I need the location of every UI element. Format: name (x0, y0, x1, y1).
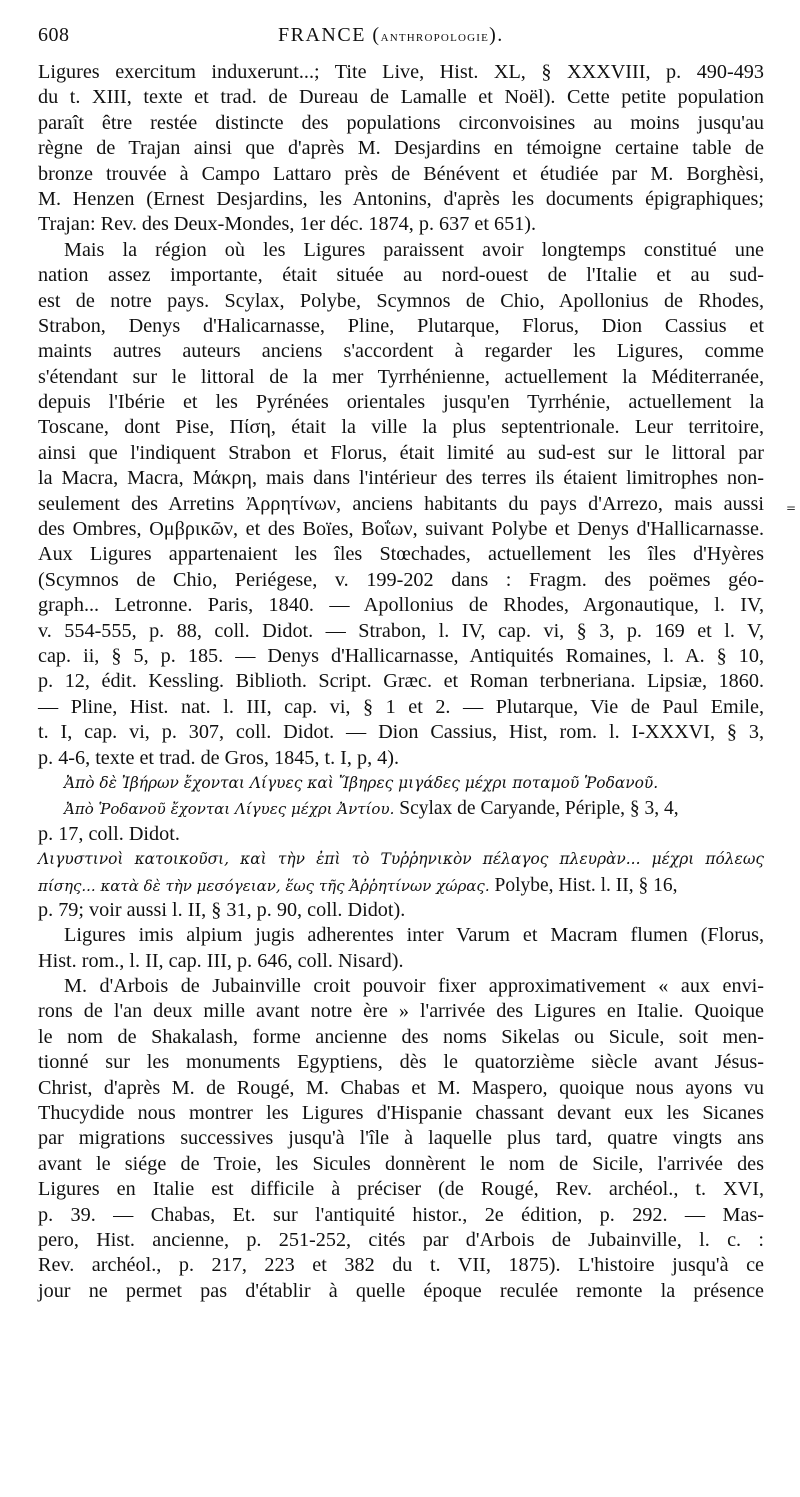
body-text (38, 60, 764, 1304)
text-line: M. d'Arbois de Jubainville croit pouvoir fixer approximativement « aux envi- (64, 975, 764, 998)
text-line: rons de l'an deux mille avant notre ère » l'arrivée des Ligures en Italie. Quoique (38, 1000, 764, 1023)
running-title (278, 24, 504, 47)
greek-quote-line: Ἀπὸ δὲ Ἰβήρων ἔχονται Λίγυες καὶ Ἴβηρες μιγάδες μέχρι ποταμοῦ Ῥοδανοῦ. (64, 773, 659, 792)
text-line: p. 17, coll. Didot. (38, 822, 180, 845)
text-line: règne de Trajan ainsi que d'après M. Desjardins en témoigne certaine table de (38, 137, 764, 160)
text-line: Aux Ligures appartenaient les îles Stœchades, actuellement les îles d'Hyères (38, 543, 764, 566)
text-line: le nom de Shakalash, forme ancienne des noms Sikelas ou Sicule, soit men- (38, 1025, 764, 1048)
text-line: Rev. archéol., p. 217, 223 et 382 du t. VII, 1875). L'histoire jusqu'à ce (38, 1254, 764, 1277)
text-line: Strabon, Denys d'Halicarnasse, Pline, Plutarque, Florus, Dion Cassius et (38, 314, 764, 337)
text-line: Mais la région où les Ligures paraissent avoir longtemps constitué une (64, 238, 764, 261)
text-line: nation assez importante, était située au nord-ouest de l'Italie et au sud- (38, 264, 764, 287)
text-line: pero, Hist. ancienne, p. 251-252, cités par d'Arbois de Jubainville, l. c. : (38, 1228, 764, 1251)
text-line: des Ombres, Ομβρικῶν, et des Boïes, Βοΐων, suivant Polybe et Denys d'Hallicarnasse. (38, 518, 764, 541)
greek-quote-line: Λιγυστινοὶ κατοικοῦσι, καὶ τὴν ἐπὶ τὸ Τυῤῥηνικὸν πέλαγος πλευρὰν... μέχρι πόλεως (38, 850, 764, 869)
text-line: graph... Letronne. Paris, 1840. — Apollonius de Rhodes, Argonautique, l. IV, (38, 594, 764, 617)
text-line: cap. ii, § 5, p. 185. — Denys d'Hallicarnasse, Antiquités Romaines, l. A. § 10, (38, 644, 764, 667)
text-line: Ligures exercitum induxerunt...; Tite Live, Hist. XL, § XXXVIII, p. 490-493 (38, 61, 764, 83)
text-line: Ligures en Italie est difficile à préciser (de Rougé, Rev. archéol., t. XVI, (38, 1178, 764, 1201)
text-line: M. Henzen (Ernest Desjardins, les Antonins, d'après les documents épigraphiques; (38, 187, 764, 210)
text-line: la Macra, Macra, Μάκρη, mais dans l'intérieur des terres ils étaient limitrophes non- (38, 467, 764, 490)
text-line: depuis l'Ibérie et les Pyrénées orientales jusqu'en Tyrrhénie, actuellement la (38, 391, 764, 414)
text-line: du t. XIII, texte et trad. de Dureau de Lamalle et Noël). Cette petite population (38, 86, 764, 109)
text-line: Hist. rom., l. II, cap. III, p. 646, coll. Nisard). (38, 949, 404, 972)
greek-quote-line (38, 796, 764, 821)
text-line: Christ, d'après M. de Rougé, M. Chabas et M. Maspero, quoique nous ayons vu (38, 1076, 764, 1099)
text-line: par migrations successives jusqu'à l'île à laquelle plus tard, quatre vingts ans (38, 1127, 764, 1150)
text-line: Toscane, dont Pise, Πίση, était la ville la plus septentrionale. Leur territoire, (38, 416, 764, 439)
text-line: tionné sur les monuments Egyptiens, dès le quatorzième siècle avant Jésus- (38, 1051, 764, 1074)
text-line: t. I, cap. vi, p. 307, coll. Didot. — Dion Cassius, Hist, rom. l. I-XXXVI, § 3, (38, 721, 764, 744)
margin-mark: = (786, 501, 797, 515)
text-line: (Scymnos de Chio, Periégese, v. 199-202 dans : Fragm. des poëmes géo- (38, 568, 764, 591)
text-line: est de notre pays. Scylax, Polybe, Scymnos de Chio, Apollonius de Rhodes, (38, 289, 764, 312)
text-line: Trajan: Rev. des Deux-Mondes, 1er déc. 1874, p. 637 et 651). (38, 213, 537, 236)
page-number: 608 (38, 24, 70, 46)
text-line: maints autres auteurs anciens s'accordent à regarder les Ligures, comme (38, 340, 764, 363)
text-line: p. 39. — Chabas, Et. sur l'antiquité histor., 2e édition, p. 292. — Mas- (38, 1203, 764, 1226)
text-line: s'étendant sur le littoral de la mer Tyrrhénienne, actuellement la Méditerranée, (38, 365, 764, 388)
citation: Scylax de Caryande, Périple, § 3, 4, (394, 798, 679, 820)
citation: Polybe, Hist. l. II, § 16, (489, 874, 678, 896)
text-line: ainsi que l'indiquent Strabon et Florus, était limité au sud-est sur le littoral par (38, 441, 764, 464)
running-head (38, 18, 760, 48)
text-line: p. 12, édit. Kessling. Biblioth. Script. Græc. et Roman terbneriana. Lipsiæ, 1860. (38, 670, 764, 693)
text-line: paraît être restée distincte des populations circonvoisines au moins jusqu'au (38, 111, 764, 134)
text-line: Ligures imis alpium jugis adherentes inter Varum et Macram flumen (Florus, (64, 924, 764, 947)
text-line: — Pline, Hist. nat. l. III, cap. vi, § 1 et 2. — Plutarque, Vie de Paul Emile, (38, 695, 764, 718)
greek-quote: Ἀπὸ Ῥοδανοῦ ἔχονται Λίγυες μέχρι Ἀντίου. (64, 800, 395, 819)
text-line: seulement des Arretins Ἀρρητίνων, anciens habitants du pays d'Arrezo, mais aussi (38, 492, 764, 515)
text-line: jour ne permet pas d'établir à quelle époque reculée remonte la présence (38, 1279, 764, 1302)
text-line: p. 79; voir aussi l. II, § 31, p. 90, coll. Didot). (38, 898, 406, 921)
text-line: p. 4-6, texte et trad. de Gros, 1845, t. I, p, 4). (38, 746, 400, 769)
text-line: avant le siége de Troie, les Sicules donnèrent le nom de Sicile, l'arrivée des (38, 1152, 764, 1175)
text-line: v. 554-555, p. 88, coll. Didot. — Strabon, l. IV, cap. vi, § 3, p. 169 et l. V, (38, 619, 764, 642)
running-title-main: FRANCE ( (278, 24, 381, 46)
running-title-subtitle: anthropologie (380, 29, 490, 45)
running-title-end: ). (489, 24, 504, 46)
text-line: bronze trouvée à Campo Lattaro près de Bénévent et étudiée par M. Borghèsi, (38, 162, 764, 185)
greek-quote-line (38, 873, 764, 898)
text-line: Thucydide nous montrer les Ligures d'Hispanie chassant devant eux les Sicanes (38, 1102, 764, 1125)
greek-quote: πίσης... κατὰ δὲ τὴν μεσόγειαν, ἕως τῆς Ἀῤῥητίνων χώρας. (38, 876, 490, 895)
